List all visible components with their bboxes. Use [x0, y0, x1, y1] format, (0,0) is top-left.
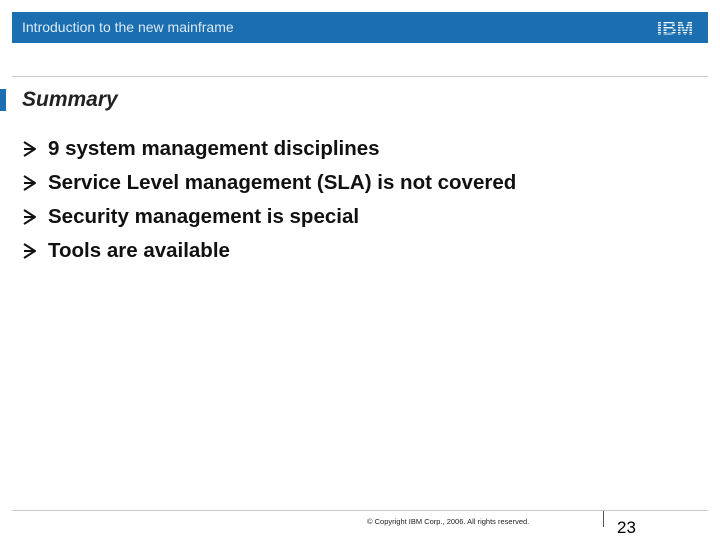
arrow-bullet-icon: [22, 239, 48, 263]
arrow-bullet-icon: [22, 171, 48, 195]
bullet-item: [22, 200, 516, 234]
svg-text:IBM: IBM: [656, 18, 694, 37]
title-separator: [12, 76, 708, 77]
presentation-title: Introduction to the new mainframe: [22, 19, 234, 35]
arrow-bullet-icon: [22, 205, 48, 229]
bullet-text: Tools are available: [48, 239, 230, 262]
bullet-text: Security management is special: [48, 205, 360, 228]
ibm-logo-icon: [652, 17, 698, 37]
title-marker: [0, 89, 6, 111]
page-number-divider: [603, 511, 604, 527]
bullet-item: [22, 132, 516, 166]
bullet-text: Service Level management (SLA) is not covered: [48, 171, 517, 194]
bullet-text: 9 system management disciplines: [48, 137, 380, 160]
bullet-item: [22, 166, 516, 200]
bullet-list: [22, 132, 516, 268]
slide-title: Summary: [22, 88, 118, 111]
copyright-text: © Copyright IBM Corp., 2006. All rights reserved.: [367, 517, 530, 526]
page-number: 23: [617, 518, 636, 537]
arrow-bullet-icon: [22, 137, 48, 161]
bullet-item: [22, 234, 516, 268]
header-bar: [12, 12, 708, 43]
